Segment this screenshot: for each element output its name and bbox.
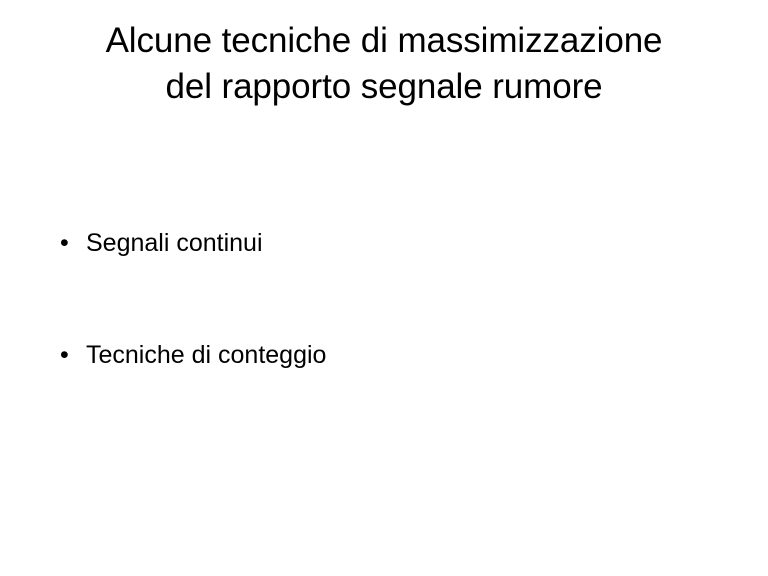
list-item-label: Segnali continui: [86, 229, 263, 257]
list-item: [48, 228, 720, 258]
page-title-line-1: Alcune tecniche di massimizzazione: [105, 21, 663, 60]
bullet-icon: •: [60, 229, 69, 257]
page-title: [44, 18, 724, 109]
list-item-label: Tecniche di conteggio: [86, 341, 327, 369]
bullet-icon: •: [60, 341, 69, 369]
list-item: [48, 340, 720, 370]
bullet-list: [48, 228, 720, 370]
page-title-line-2: del rapporto segnale rumore: [165, 66, 603, 106]
